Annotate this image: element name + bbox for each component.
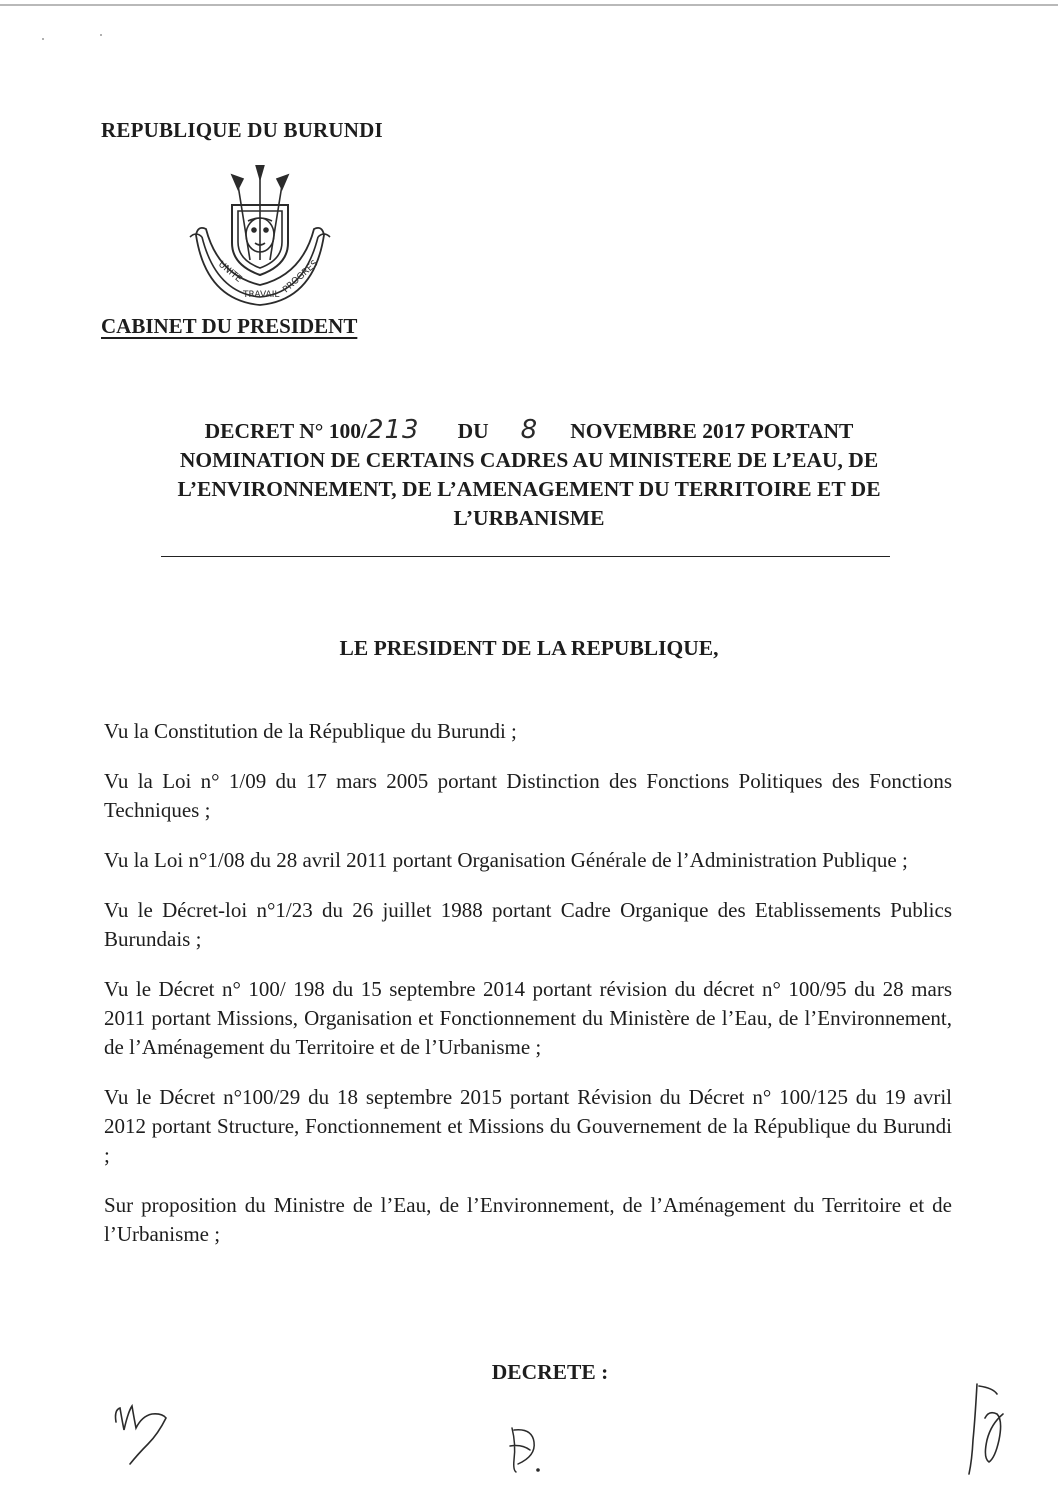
handwritten-decree-number: 213 (366, 415, 420, 445)
decree-number-prefix: DECRET N° 100/ (204, 419, 367, 443)
consideration-paragraph: Vu le Décret n° 100/ 198 du 15 septembre 2014 portant révision du décret n° 100/95 du 28 mars 2011 portant Missions, Organisation et Fonctionnement du Ministère de l’Eau, de l’Environnement, de l’Aménagement du Territoire et de l’Urbanisme ; (104, 977, 952, 1059)
scan-edge-line (0, 4, 1058, 6)
decree-date-subject: NOVEMBRE 2017 PORTANT (570, 419, 854, 443)
considerations-body (104, 717, 952, 1270)
consideration-paragraph: Vu le Décret n°100/29 du 18 septembre 2015 portant Révision du Décret n° 100/125 du 19 avril 2012 portant Structure, Fonctionnement et Missions du Gouvernement de la République du Burundi ; (104, 1085, 952, 1167)
consideration-paragraph: Vu la Constitution de la République du Burundi ; (104, 719, 517, 743)
decree-title (100, 416, 958, 533)
consideration-paragraph: Vu la Loi n° 1/09 du 17 mars 2005 portant Distinction des Fonctions Politiques des Fonctions Techniques ; (104, 769, 952, 822)
svg-text:UNITE: UNITE (216, 259, 244, 285)
president-heading: LE PRESIDENT DE LA REPUBLIQUE, (339, 636, 719, 660)
handwritten-initials-right (955, 1380, 1025, 1480)
scan-speck (100, 34, 102, 36)
consideration-paragraph: Sur proposition du Ministre de l’Eau, de l’Environnement, de l’Aménagement du Territoire et de l’Urbanisme ; (104, 1193, 952, 1246)
consideration-paragraph: Vu le Décret-loi n°1/23 du 26 juillet 1988 portant Cadre Organique des Etablissements Publics Burundais ; (104, 898, 952, 951)
country-heading: REPUBLIQUE DU BURUNDI (101, 118, 383, 142)
handwritten-initials-left (108, 1400, 178, 1470)
handwritten-initials-center (500, 1420, 560, 1480)
decree-title-line-4: L’URBANISME (453, 506, 605, 530)
scan-speck (42, 38, 44, 40)
decree-title-line-2: NOMINATION DE CERTAINS CADRES AU MINISTERE DE L’EAU, DE (179, 448, 879, 472)
cabinet-heading: CABINET DU PRESIDENT (101, 314, 358, 338)
decree-title-line-3: L’ENVIRONNEMENT, DE L’AMENAGEMENT DU TERRITOIRE ET DE (177, 477, 881, 501)
burundi-coat-of-arms-emblem (188, 165, 333, 315)
consideration-paragraph: Vu la Loi n°1/08 du 28 avril 2011 portant Organisation Générale de l’Administration Publique ; (104, 848, 908, 872)
svg-text:PROGRES: PROGRES (281, 258, 321, 296)
handwritten-day: 8 (520, 415, 539, 445)
decree-title-line-1 (100, 416, 958, 446)
decree-du: DU (457, 419, 489, 443)
title-separator-rule (161, 556, 890, 557)
svg-text:TRAVAIL: TRAVAIL (243, 290, 280, 300)
decrete-heading: DECRETE : (491, 1360, 609, 1384)
